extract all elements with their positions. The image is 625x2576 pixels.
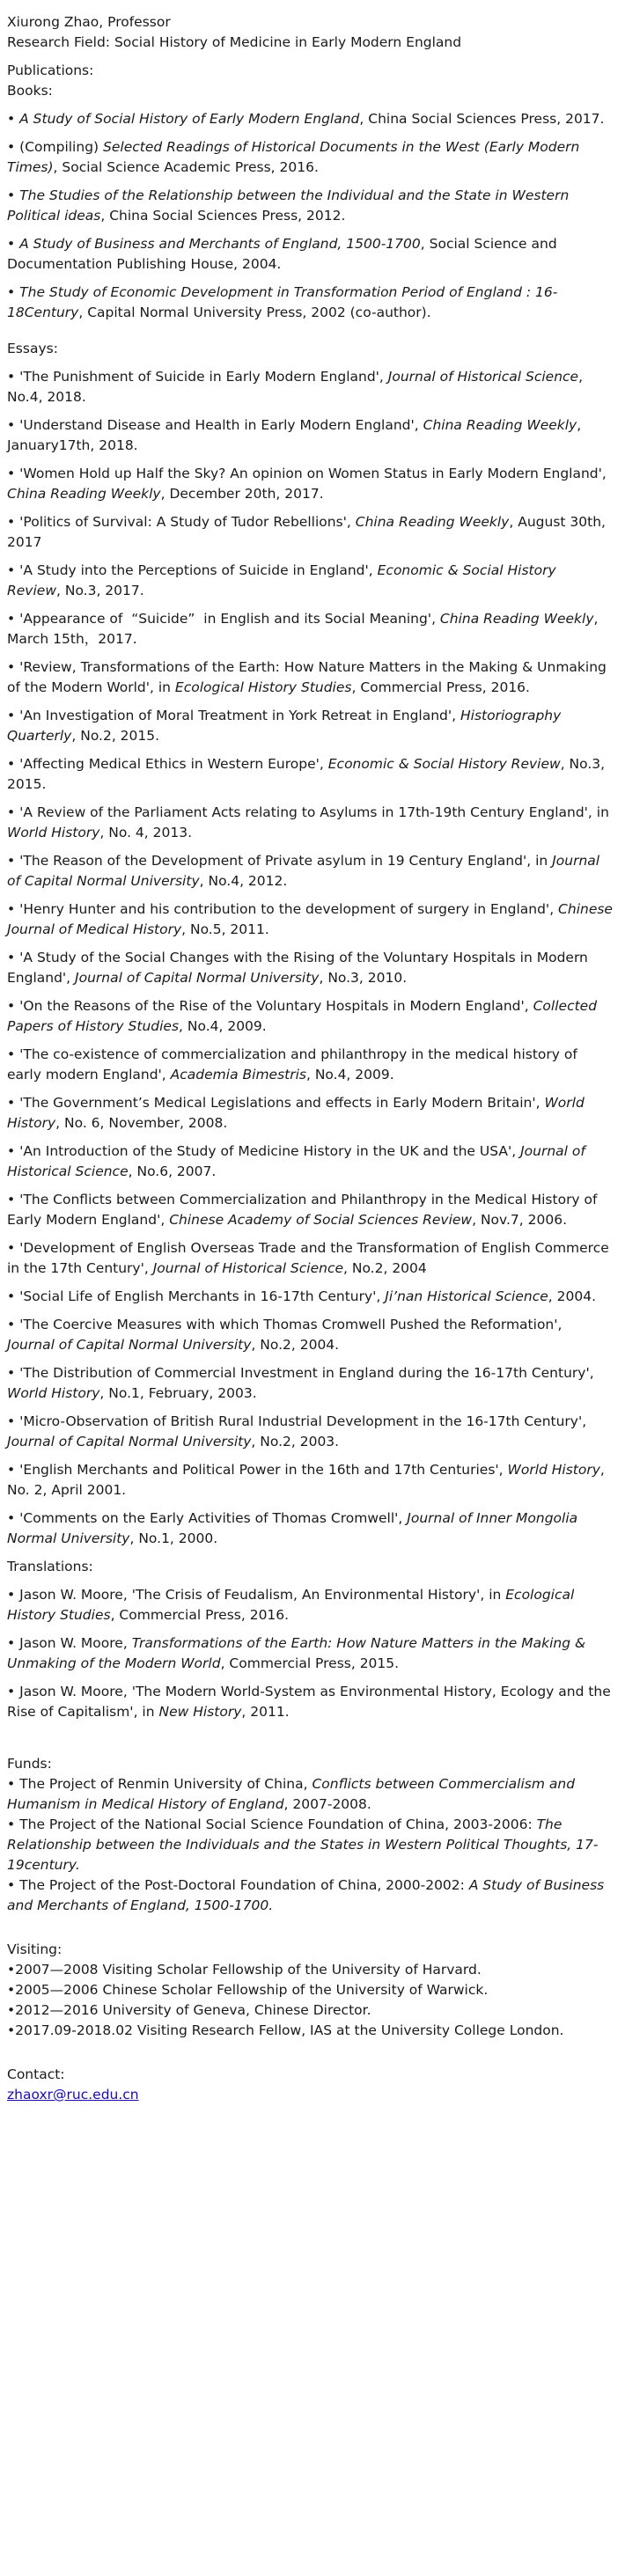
essay-entry-details: , No.5, 2011. bbox=[181, 921, 269, 937]
visiting-entry bbox=[7, 2000, 613, 2021]
essay-entry-title: Economic & Social History Review bbox=[7, 562, 561, 598]
translation-entry-details: , 2011. bbox=[241, 1704, 290, 1720]
bullet-icon: • bbox=[7, 708, 16, 723]
book-entry bbox=[7, 234, 613, 275]
essay-entry-details: , No.4, 2009. bbox=[305, 1067, 394, 1083]
essay-entry bbox=[7, 367, 613, 407]
bullet-icon: • bbox=[7, 1510, 16, 1526]
visiting-heading: Visiting: bbox=[7, 1941, 62, 1957]
bullet-icon: • bbox=[7, 284, 16, 300]
book-entry-details: , Social Science and Documentation Publishing House, 2004. bbox=[7, 236, 562, 272]
translation-entry-details: , Commercial Press, 2015. bbox=[220, 1655, 400, 1671]
essay-entry bbox=[7, 415, 613, 456]
essay-entry-text: 'A Study of the Social Changes with the Rising of the Voluntary Hospitals in Modern England', bbox=[7, 950, 592, 986]
contact-email-link[interactable]: zhaoxr@ruc.edu.cn bbox=[7, 2087, 139, 2103]
fund-entry bbox=[7, 1774, 613, 1815]
funds-list bbox=[7, 1774, 613, 1916]
fund-entry-title: A Study of Business and Merchants of England, 1500-1700. bbox=[7, 1877, 609, 1913]
essay-entry bbox=[7, 1190, 613, 1230]
book-entry-title: The Study of Economic Development in Transformation Period of England : 16-18Century bbox=[7, 284, 558, 320]
essay-entry-title: Chinese Academy of Social Sciences Review bbox=[169, 1212, 473, 1228]
visiting-entry-text: 2017.09-2018.02 Visiting Research Fellow, IAS at the University College London. bbox=[15, 2022, 564, 2038]
essay-entry-text: 'A Study into the Perceptions of Suicide in England', bbox=[19, 562, 378, 578]
essay-entry bbox=[7, 1460, 613, 1501]
essay-entry-details: , 2004. bbox=[548, 1288, 597, 1304]
essay-entry-title: Economic & Social History Review bbox=[327, 756, 561, 772]
book-entry bbox=[7, 109, 613, 129]
bullet-icon: • bbox=[7, 514, 16, 530]
visiting-entry bbox=[7, 1980, 613, 2000]
book-entry-title: Selected Readings of Historical Documents in the West (Early Modern Times) bbox=[7, 139, 585, 175]
essay-entry-details: , No. 2, April 2001. bbox=[7, 1462, 609, 1498]
essay-entry-title: Journal of Capital Normal University bbox=[75, 970, 320, 986]
translation-entry-text: Jason W. Moore, bbox=[19, 1635, 132, 1651]
essay-entry-text: 'The Conflicts between Commercialization and Philanthropy in the Medical History of Early Modern England', bbox=[7, 1192, 602, 1228]
bullet-icon: • bbox=[7, 369, 16, 385]
translation-entry bbox=[7, 1585, 613, 1626]
bullet-icon: • bbox=[7, 236, 16, 252]
essay-entry bbox=[7, 561, 613, 601]
essay-entry-details: , No.2, 2003. bbox=[251, 1434, 340, 1449]
essay-entry-text: 'Social Life of English Merchants in 16-17th Century', bbox=[19, 1288, 386, 1304]
bullet-icon: • bbox=[7, 1192, 16, 1207]
essay-entry-text: 'Comments on the Early Activities of Thomas Cromwell', bbox=[19, 1510, 408, 1526]
fund-entry bbox=[7, 1815, 613, 1875]
essay-entry bbox=[7, 1363, 613, 1404]
book-entry-details: , China Social Sciences Press, 2017. bbox=[359, 111, 605, 127]
essay-entry-details: , No.3, 2010. bbox=[319, 970, 408, 986]
research-field-line: Research Field: Social History of Medicine in Early Modern England bbox=[7, 34, 462, 50]
essay-entry bbox=[7, 803, 613, 843]
translation-entry-text: Jason W. Moore, 'The Modern World-System as Environmental History, Ecology and the Rise of Capitalism', in bbox=[7, 1684, 615, 1720]
bullet-icon: • bbox=[7, 1317, 16, 1332]
books-heading: Books: bbox=[7, 83, 53, 99]
essay-entry-title: World History bbox=[7, 1385, 100, 1401]
bullet-icon: • bbox=[7, 1816, 16, 1832]
essay-entry-title: China Reading Weekly bbox=[355, 514, 510, 530]
translation-entry-title: Ecological History Studies bbox=[7, 1587, 579, 1623]
essay-entry-details: , No. 4, 2013. bbox=[99, 825, 193, 840]
book-entry bbox=[7, 283, 613, 323]
essay-entry-title: China Reading Weekly bbox=[439, 611, 594, 627]
essay-entry-text: 'Micro-Observation of British Rural Industrial Development in the 16-17th Century', bbox=[19, 1413, 592, 1429]
bullet-icon: • bbox=[7, 2022, 16, 2038]
essay-entry-text: 'The Coercive Measures with which Thomas Cromwell Pushed the Reformation', bbox=[19, 1317, 567, 1332]
essay-entry bbox=[7, 512, 613, 553]
essay-entry bbox=[7, 996, 613, 1037]
fund-entry-text: The Project of the National Social Science Foundation of China, 2003-2006: bbox=[19, 1816, 537, 1832]
book-entry bbox=[7, 137, 613, 178]
fund-entry-title: The Relationship between the Individuals and the States in Western Political Thoughts, 17-19century. bbox=[7, 1816, 599, 1873]
essay-entry-title: Ji’nan Historical Science bbox=[385, 1288, 548, 1304]
essay-entry bbox=[7, 1412, 613, 1452]
book-entry-details: , Social Science Academic Press, 2016. bbox=[53, 159, 319, 175]
essay-entry bbox=[7, 1141, 613, 1182]
essay-entry-title: Collected Papers of History Studies bbox=[7, 998, 601, 1034]
essay-entry bbox=[7, 1508, 613, 1549]
essay-entry bbox=[7, 1238, 613, 1279]
bullet-icon: • bbox=[7, 1288, 16, 1304]
essay-entry-details: , Commercial Press, 2016. bbox=[351, 679, 530, 695]
bullet-icon: • bbox=[7, 950, 16, 965]
fund-entry-text: The Project of the Post-Doctoral Foundation of China, 2000-2002: bbox=[19, 1877, 469, 1893]
bullet-icon: • bbox=[7, 1413, 16, 1429]
essays-list bbox=[7, 367, 617, 1549]
book-entry-details: , Capital Normal University Press, 2002 (co-author). bbox=[78, 305, 431, 320]
essay-entry-text: 'On the Reasons of the Rise of the Voluntary Hospitals in Modern England', bbox=[19, 998, 533, 1014]
book-entry-title: A Study of Business and Merchants of England, 1500-1700 bbox=[19, 236, 421, 252]
essay-entry-text: 'Women Hold up Half the Sky? An opinion on Women Status in Early Modern England', bbox=[19, 466, 611, 481]
bullet-icon: • bbox=[7, 1635, 16, 1651]
book-entry-text: (Compiling) bbox=[19, 139, 104, 155]
essay-entry-details: , No. 6, November, 2008. bbox=[55, 1115, 228, 1131]
funds-heading: Funds: bbox=[7, 1756, 52, 1772]
bullet-icon: • bbox=[7, 466, 16, 481]
essay-entry-details: , No.1, 2000. bbox=[129, 1530, 218, 1546]
essay-entry-details: , No.4, 2012. bbox=[199, 873, 288, 889]
essay-entry-details: , No.6, 2007. bbox=[128, 1163, 217, 1179]
bullet-icon: • bbox=[7, 1776, 16, 1792]
bullet-icon: • bbox=[7, 139, 16, 155]
essay-entry-details: , No.2, 2004 bbox=[343, 1260, 427, 1276]
essay-entry-title: World History bbox=[7, 1095, 589, 1131]
essay-entry bbox=[7, 851, 613, 892]
bullet-icon: • bbox=[7, 998, 16, 1014]
essay-entry-details: , No.4, 2009. bbox=[179, 1018, 267, 1034]
translation-entry-title: New History bbox=[158, 1704, 242, 1720]
essay-entry-title: China Reading Weekly bbox=[7, 486, 161, 502]
bullet-icon: • bbox=[7, 111, 16, 127]
bullet-icon: • bbox=[7, 1877, 16, 1893]
essay-entry-text: 'Understand Disease and Health in Early Modern England', bbox=[19, 417, 423, 433]
essay-entry-text: 'The Distribution of Commercial Investment in England during the 16-17th Century', bbox=[19, 1365, 599, 1381]
essay-entry-title: World History bbox=[7, 825, 100, 840]
essay-entry bbox=[7, 657, 613, 698]
bullet-icon: • bbox=[7, 1046, 16, 1062]
essay-entry-title: Ecological History Studies bbox=[174, 679, 352, 695]
bullet-icon: • bbox=[7, 1462, 16, 1478]
book-entry bbox=[7, 186, 613, 226]
essay-entry-text: 'Henry Hunter and his contribution to the development of surgery in England', bbox=[19, 901, 559, 917]
bullet-icon: • bbox=[7, 1143, 16, 1159]
translations-heading: Translations: bbox=[7, 1559, 93, 1574]
bullet-icon: • bbox=[7, 853, 16, 869]
visiting-entry-text: 2007—2008 Visiting Scholar Fellowship of the University of Harvard. bbox=[15, 1962, 482, 1978]
essay-entry-title: Chinese Journal of Medical History bbox=[7, 901, 617, 937]
fund-entry bbox=[7, 1875, 613, 1916]
bullet-icon: • bbox=[7, 417, 16, 433]
essay-entry bbox=[7, 1287, 613, 1307]
essay-entry-details: , No.2, 2004. bbox=[251, 1337, 340, 1353]
essay-entry-text: 'The co-existence of commercialization and philanthropy in the medical history of early modern England', bbox=[7, 1046, 582, 1083]
bullet-icon: • bbox=[7, 2002, 16, 2018]
bullet-icon: • bbox=[7, 562, 16, 578]
essay-entry-title: Journal of Capital Normal University bbox=[7, 1337, 252, 1353]
essay-entry-details: , Nov.7, 2006. bbox=[472, 1212, 568, 1228]
essay-entry-text: 'An Investigation of Moral Treatment in York Retreat in England', bbox=[19, 708, 460, 723]
essay-entry-details: , No.3, 2017. bbox=[56, 583, 144, 598]
essay-entry-title: Journal of Capital Normal University bbox=[7, 1434, 252, 1449]
essay-entry-title: Journal of Capital Normal University bbox=[7, 853, 605, 889]
essay-entry bbox=[7, 1093, 613, 1134]
essay-entry-details: , No.1, February, 2003. bbox=[99, 1385, 257, 1401]
bullet-icon: • bbox=[7, 1365, 16, 1381]
fund-entry-text: The Project of Renmin University of China, bbox=[19, 1776, 312, 1792]
essay-entry bbox=[7, 706, 613, 746]
bullet-icon: • bbox=[7, 1684, 16, 1699]
essay-entry-details: , December 20th, 2017. bbox=[160, 486, 324, 502]
essay-entry-title: World History bbox=[507, 1462, 600, 1478]
essay-entry-title: Academia Bimestris bbox=[170, 1067, 306, 1083]
essay-entry-title: Journal of Historical Science bbox=[152, 1260, 344, 1276]
essay-entry-text: 'The Punishment of Suicide in Early Modern England', bbox=[19, 369, 388, 385]
translation-entry-details: , Commercial Press, 2016. bbox=[110, 1607, 290, 1623]
essay-entry bbox=[7, 948, 613, 988]
visiting-entry bbox=[7, 2021, 613, 2041]
translation-entry-title: Transformations of the Earth: How Nature Matters in the Making & Unmaking of the Modern World bbox=[7, 1635, 590, 1671]
bullet-icon: • bbox=[7, 659, 16, 675]
essay-entry-text: 'The Reason of the Development of Private asylum in 19 Century England', in bbox=[19, 853, 553, 869]
fund-entry-title: Conflicts between Commercialism and Humanism in Medical History of England bbox=[7, 1776, 579, 1812]
essay-entry bbox=[7, 899, 617, 940]
essay-entry-text: 'English Merchants and Political Power in the 16th and 17th Centuries', bbox=[19, 1462, 508, 1478]
essays-heading: Essays: bbox=[7, 341, 58, 356]
bullet-icon: • bbox=[7, 1587, 16, 1603]
essay-entry-title: Journal of Inner Mongolia Normal University bbox=[7, 1510, 583, 1546]
bullet-icon: • bbox=[7, 187, 16, 203]
essay-entry-text: 'Review, Transformations of the Earth: How Nature Matters in the Making & Unmaking of the Modern World', in bbox=[7, 659, 611, 695]
translation-entry bbox=[7, 1682, 613, 1722]
visiting-list bbox=[7, 1960, 613, 2041]
bullet-icon: • bbox=[7, 1240, 16, 1256]
essay-entry bbox=[7, 464, 613, 504]
publications-heading: Publications: bbox=[7, 62, 94, 78]
essay-entry-text: 'Appearance of “Suicide” in English and its Social Meaning', bbox=[19, 611, 440, 627]
visiting-entry-text: 2005—2006 Chinese Scholar Fellowship of the University of Warwick. bbox=[15, 1982, 489, 1998]
essay-entry-text: 'An Introduction of the Study of Medicine History in the UK and the USA', bbox=[19, 1143, 521, 1159]
essay-entry-title: China Reading Weekly bbox=[423, 417, 577, 433]
essay-entry-details: , No.4, 2018. bbox=[7, 369, 587, 405]
book-entry-title: A Study of Social History of Early Modern England bbox=[19, 111, 360, 127]
essay-entry-title: Journal of Historical Science bbox=[7, 1143, 590, 1179]
visiting-entry-text: 2012—2016 University of Geneva, Chinese Director. bbox=[15, 2002, 371, 2018]
essay-entry-details: , No.2, 2015. bbox=[71, 728, 160, 744]
name-line: Xiurong Zhao, Professor bbox=[7, 14, 171, 30]
translations-list bbox=[7, 1585, 613, 1722]
translation-entry-text: Jason W. Moore, 'The Crisis of Feudalism, An Environmental History', in bbox=[19, 1587, 506, 1603]
contact-heading: Contact: bbox=[7, 2066, 65, 2082]
essay-entry-text: 'The Government’s Medical Legislations and effects in Early Modern Britain', bbox=[19, 1095, 545, 1111]
essay-entry-text: 'Development of English Overseas Trade and the Transformation of English Commerce in the 17th Century', bbox=[7, 1240, 614, 1276]
essay-entry-details: , January17th, 2018. bbox=[7, 417, 586, 453]
translation-entry bbox=[7, 1633, 613, 1674]
bullet-icon: • bbox=[7, 1982, 16, 1998]
essay-entry bbox=[7, 1045, 613, 1085]
bullet-icon: • bbox=[7, 1095, 16, 1111]
essay-entry bbox=[7, 609, 613, 650]
bullet-icon: • bbox=[7, 756, 16, 772]
essay-entry-details: , No.3, 2015. bbox=[7, 756, 609, 792]
books-list bbox=[7, 109, 613, 323]
essay-entry-details: , March 15th，2017. bbox=[7, 611, 603, 647]
essay-entry-text: 'A Review of the Parliament Acts relating to Asylums in 17th-19th Century England', in bbox=[19, 804, 614, 820]
essay-entry-text: 'Politics of Survival: A Study of Tudor Rebellions', bbox=[19, 514, 356, 530]
essay-entry bbox=[7, 1315, 613, 1355]
essay-entry-details: , August 30th, 2017 bbox=[7, 514, 610, 550]
essay-entry-text: 'Affecting Medical Ethics in Western Europe', bbox=[19, 756, 328, 772]
bullet-icon: • bbox=[7, 901, 16, 917]
bullet-icon: • bbox=[7, 804, 16, 820]
essay-entry-title: Journal of Historical Science bbox=[387, 369, 579, 385]
bullet-icon: • bbox=[7, 1962, 16, 1978]
fund-entry-details: , 2007-2008. bbox=[283, 1796, 371, 1812]
book-entry-title: The Studies of the Relationship between the Individual and the State in Western Political ideas bbox=[7, 187, 574, 224]
bullet-icon: • bbox=[7, 611, 16, 627]
essay-entry bbox=[7, 754, 613, 795]
visiting-entry bbox=[7, 1960, 613, 1980]
book-entry-details: , China Social Sciences Press, 2012. bbox=[100, 208, 346, 224]
essay-entry-title: Historiography Quarterly bbox=[7, 708, 566, 744]
